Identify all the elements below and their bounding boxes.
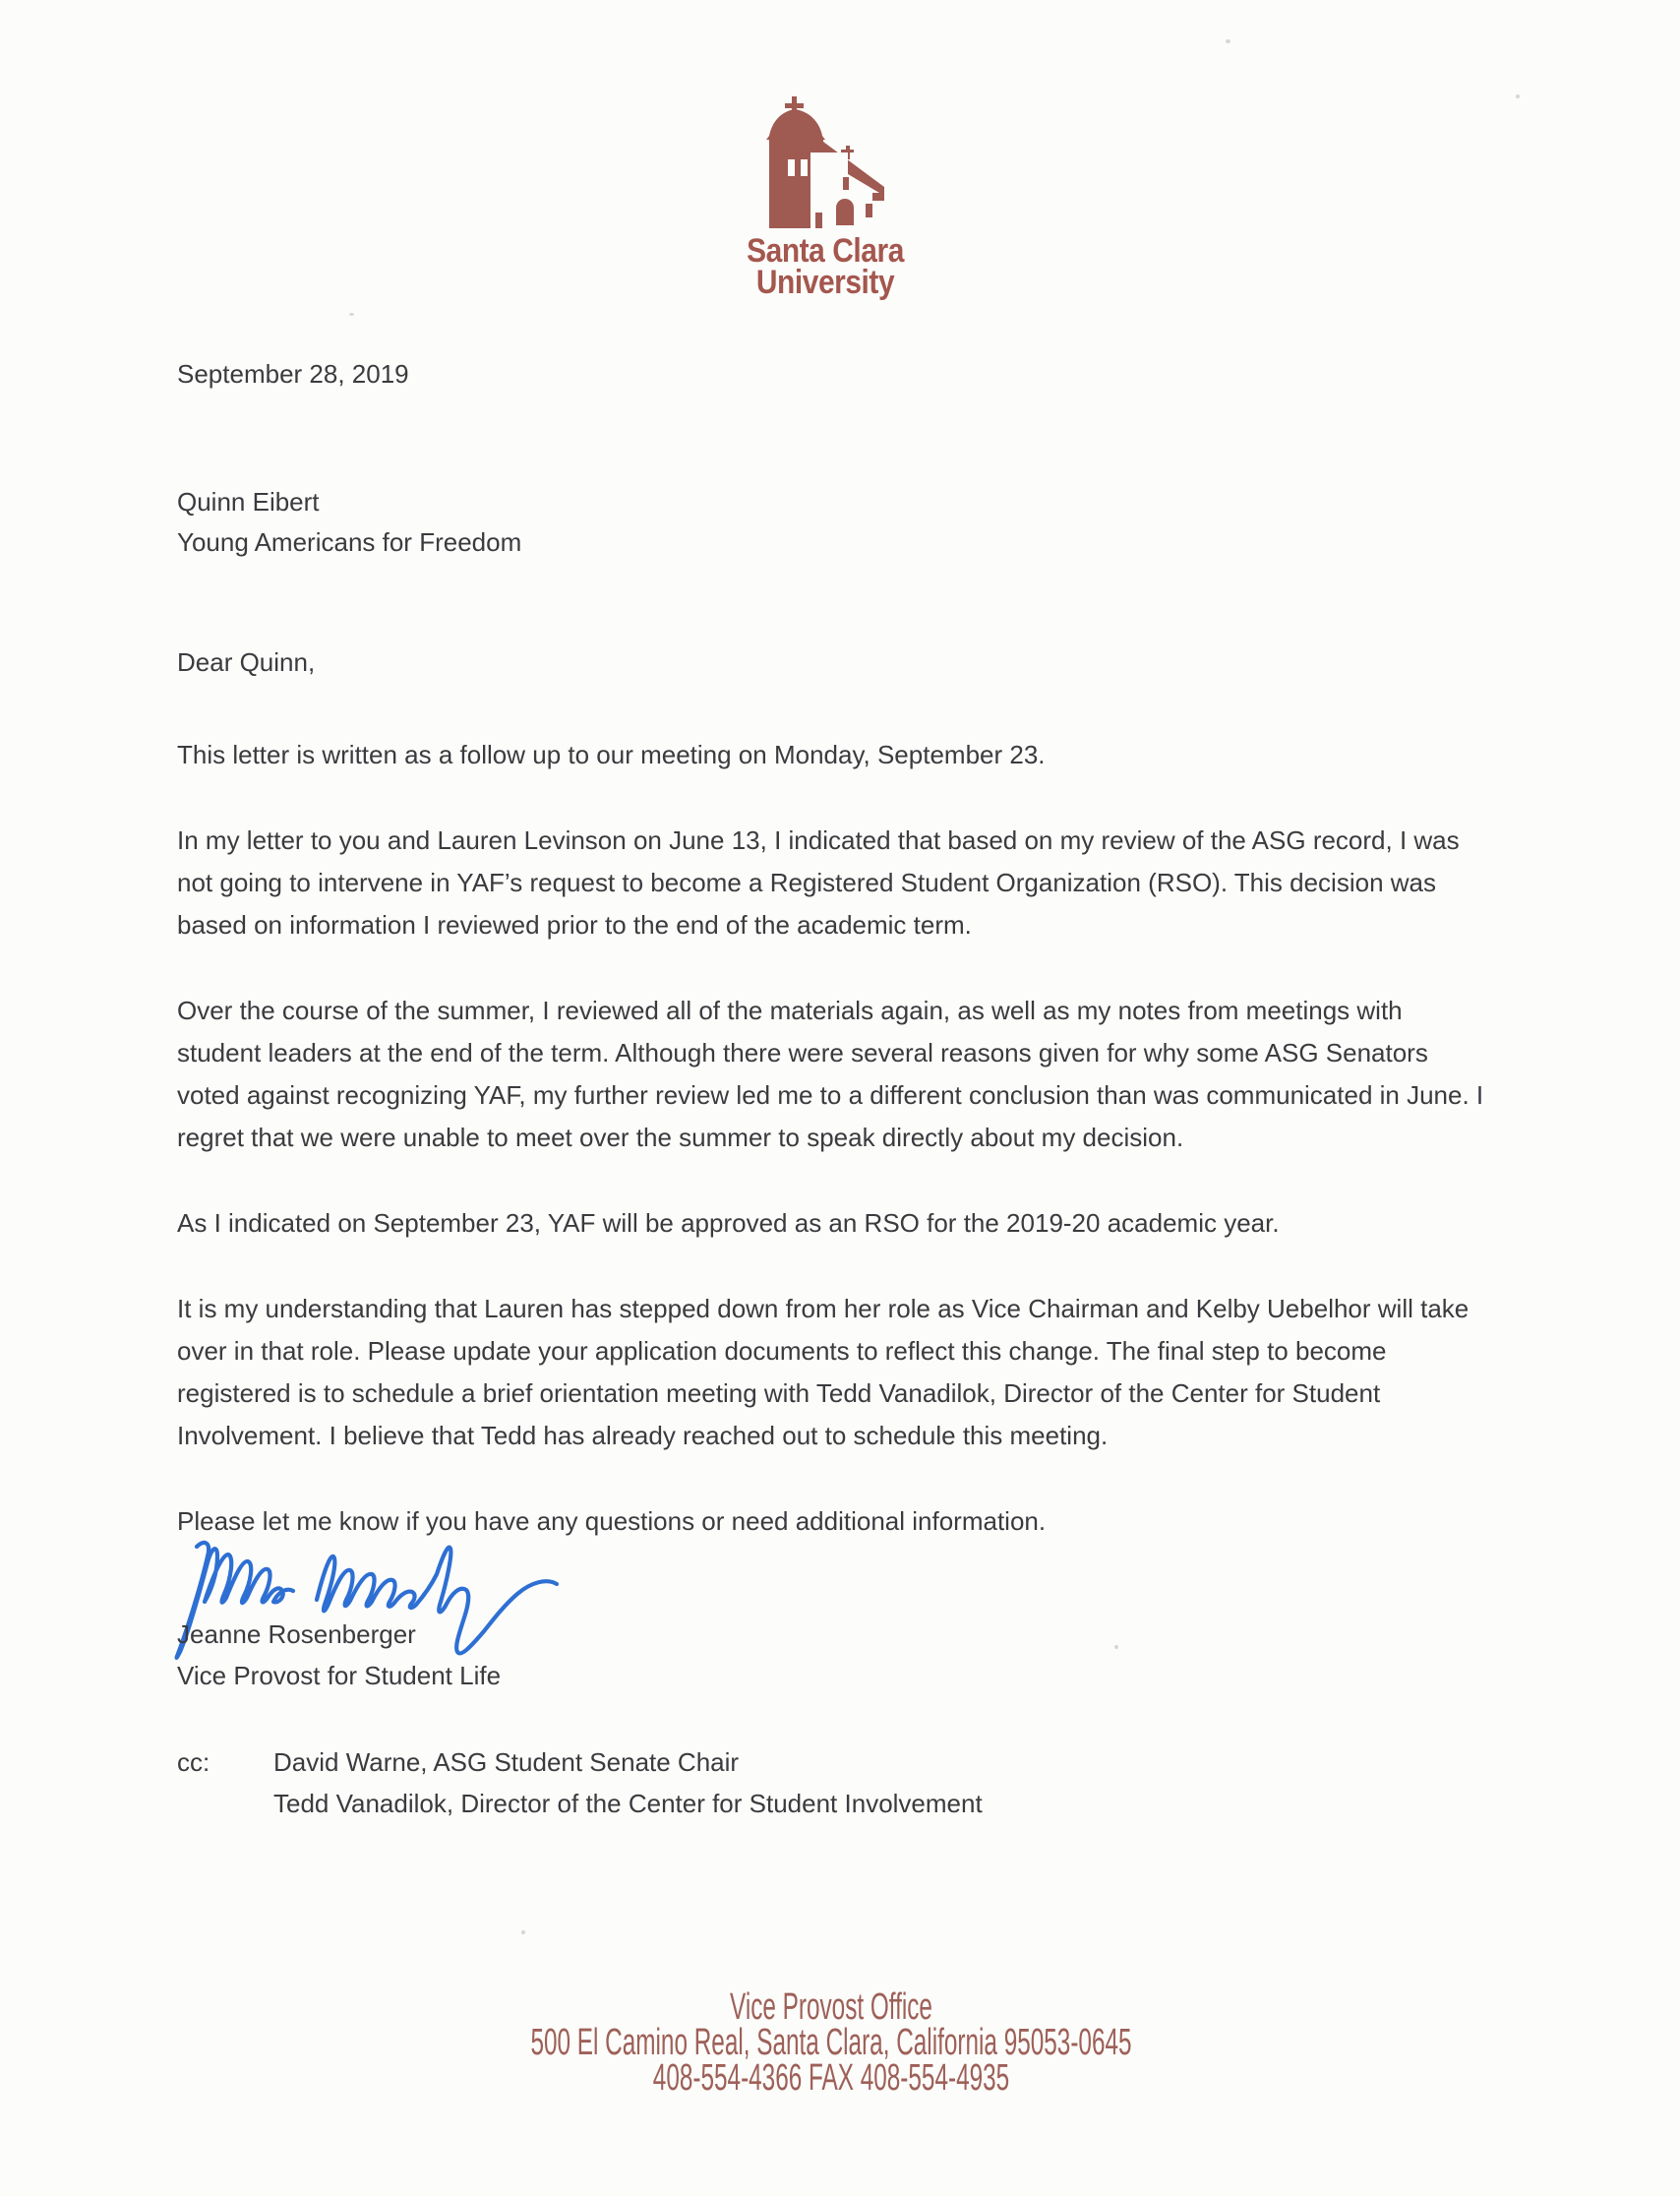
scan-speck — [349, 313, 354, 316]
signer-title: Vice Provost for Student Life — [177, 1661, 502, 1690]
cc-entry: David Warne, ASG Student Senate Chair — [273, 1747, 740, 1777]
scan-speck — [1226, 39, 1230, 43]
footer-address: 500 El Camino Real, Santa Clara, California 95053-0645 — [530, 2022, 1132, 2063]
salutation: Dear Quinn, — [177, 647, 316, 677]
cc-block — [177, 1741, 1485, 1824]
letter-paragraph: In my letter to you and Lauren Levinson on June 13, I indicated that based on my review of the ASG record, I was not going to intervene in YAF’s request to become a Registered Student Organization (RSO). This decision was based on information I reviewed prior to the end of the academic term. — [177, 825, 1460, 940]
recipient-name: Quinn Eibert — [177, 487, 320, 517]
cc-entry: Tedd Vanadilok, Director of the Center for Student Involvement — [273, 1789, 983, 1818]
scan-speck — [1516, 94, 1520, 98]
recipient-organization: Young Americans for Freedom — [177, 527, 522, 557]
letterhead — [171, 96, 1479, 301]
cc-label: cc: — [177, 1747, 210, 1777]
scan-speck — [521, 1930, 525, 1934]
cc-entries — [273, 1741, 1485, 1824]
letter-footer — [177, 1986, 1485, 2099]
letter-paragraph: It is my understanding that Lauren has stepped down from her role as Vice Chairman and Kelby Uebelhor will take over in that role. Please update your application documents to reflect this change. The final step to become registered is to schedule a brief orientation meeting with Tedd Vanadilok, Director of the Center for Student Involvement. I believe that Tedd has already reached out to schedule this meeting. — [177, 1294, 1470, 1450]
letter-paragraph: As I indicated on September 23, YAF will be approved as an RSO for the 2019-20 academic year. — [177, 1208, 1280, 1238]
mission-church-icon — [764, 96, 887, 229]
university-name-line2: University — [755, 264, 895, 301]
recipient-block — [177, 482, 1485, 563]
footer-office: Vice Provost Office — [730, 1986, 932, 2028]
signature-block — [177, 1535, 1485, 1696]
letter-paragraph: Over the course of the summer, I reviewed all of the materials again, as well as my notes from meetings with student leaders at the end of the term. Although there were several reasons given for why some ASG Senators voted against recognizing YAF, my further review led me to a different conclusion than was communicated in June. I regret that we were unable to meet over the summer to speak directly about my decision. — [177, 996, 1484, 1152]
scan-speck — [1114, 1645, 1118, 1649]
letter-date: September 28, 2019 — [177, 359, 409, 389]
letter-paragraph: This letter is written as a follow up to our meeting on Monday, September 23. — [177, 740, 1046, 769]
university-name-line1: Santa Clara — [747, 232, 904, 270]
signer-name: Jeanne Rosenberger — [177, 1619, 416, 1649]
footer-phone-fax: 408-554-4366 FAX 408-554-4935 — [652, 2057, 1010, 2099]
letter-paragraph: Please let me know if you have any questions or need additional information. — [177, 1506, 1047, 1536]
university-name — [250, 232, 1401, 301]
